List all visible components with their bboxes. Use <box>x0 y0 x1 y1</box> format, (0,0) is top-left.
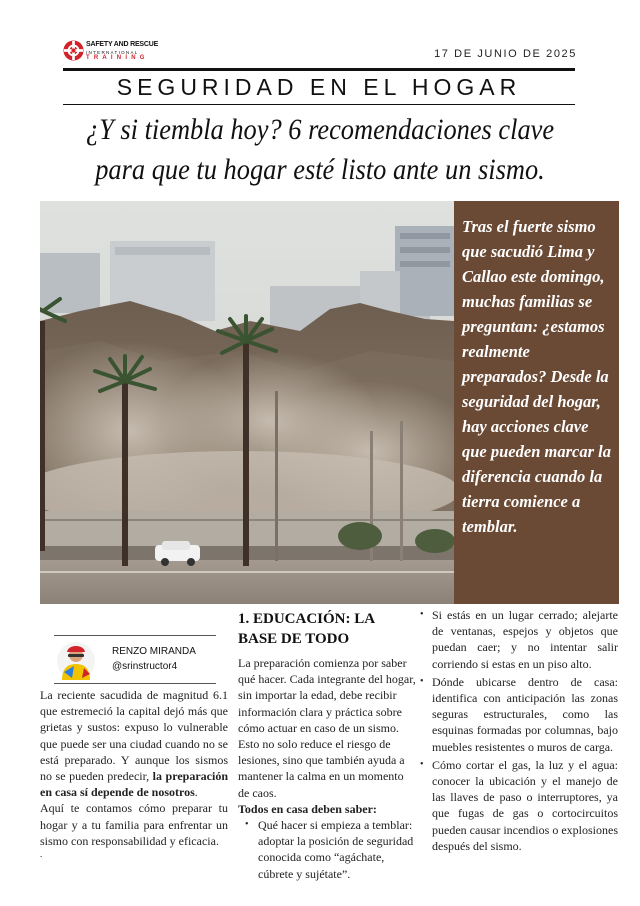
headline <box>74 110 567 190</box>
list-item: • Si estás en un lugar cerrado; alejarte de ventanas, espejos y objetos que puedan caer; y no intentar salir corriendo si estas en un piso alto. <box>432 607 618 672</box>
author-rule-bottom <box>54 683 216 684</box>
landslide-photo-image <box>40 201 454 604</box>
section-1-title: 1. EDUCACIÓN: LA BASE DE TODO <box>238 611 375 647</box>
section-1-body: La preparación comienza por saber qué hacer. Cada integrante del hogar, sin importar la edad, debe recibir información clara y práctica sobre cómo actuar en caso de un sismo. Esto no solo reduce el riesgo de lesiones, sino que también ayuda a mantener la calma en un momento de caos. <box>238 656 416 800</box>
intro-column <box>40 687 228 859</box>
rescue-emblem-icon <box>63 40 84 61</box>
hero-photo <box>40 201 454 604</box>
intro-period: . <box>194 785 198 800</box>
intro-trailing-dot: . <box>40 849 43 860</box>
header-divider-thick <box>63 68 575 71</box>
headline-line-2: para que tu hogar esté listo ante un sismo. <box>95 153 545 186</box>
intro-bold-text: la preparación en casa sí depende de nosotros <box>40 769 228 800</box>
lead-callout: Tras el fuerte sismo que sacudió Lima y Callao este domingo, muchas familias se preguntan: ¿estamos realmente preparados? Desde la seguridad del hogar, hay acciones clave que pueden marcar la diferencia cuando la tierra comience a temblar. <box>454 201 619 604</box>
headline-line-1: ¿Y si tiembla hoy? 6 recomendaciones clave <box>85 113 555 146</box>
author-name: RENZO MIRANDA <box>112 646 196 657</box>
bullet-list <box>238 817 416 882</box>
logo-text-accent: TRAINING <box>86 55 149 61</box>
publication-date: 17 DE JUNIO DE 2025 <box>434 48 577 60</box>
header-divider-thin <box>63 104 575 105</box>
logo-text-sub: INTERNATIONAL <box>86 50 139 55</box>
intro-paragraph <box>40 687 228 800</box>
section-1-column <box>238 609 416 882</box>
brand-logo <box>63 39 183 65</box>
section-1-subhead: Todos en casa deben saber: <box>238 801 377 816</box>
logo-text-main: SAFETY AND RESCUE <box>86 41 159 48</box>
section-1-column-continued <box>432 607 618 856</box>
author-handle: @srinstructor4 <box>112 661 178 672</box>
intro-paragraph-2: Aquí te contamos cómo preparar tu hogar y a tu familia para enfrentar un sismo con responsabilidad y eficacia. <box>40 801 228 848</box>
bullet-list-continued <box>432 607 618 854</box>
author-rule-top <box>54 635 216 636</box>
intro-text: La reciente sacudida de magnitud 6.1 que estremeció la capital dejó más que grietas y sustos: expuso lo vulnerable que puede ser una ciudad cuando no se está preparado. Y aunque los sismos no se pueden predecir, <box>40 688 228 784</box>
list-item: • Dónde ubicarse dentro de casa: identifica con anticipación las zonas seguras estructurales, como las esquinas formadas por columnas, bajo muebles resistentes o muros de carga. <box>432 674 618 755</box>
author-avatar-icon <box>54 640 98 682</box>
list-item: • Cómo cortar el gas, la luz y el agua: conocer la ubicación y el manejo de las llaves de paso o interruptores, ya que fugas de gas o cortocircuitos pueden causar incendios o explosiones después del sismo. <box>432 757 618 854</box>
list-item: • Qué hacer si empieza a temblar: adoptar la posición de seguridad conocida como “agáchate, cúbrete y sujétate”. <box>238 817 416 882</box>
section-title: SEGURIDAD EN EL HOGAR <box>116 74 522 100</box>
